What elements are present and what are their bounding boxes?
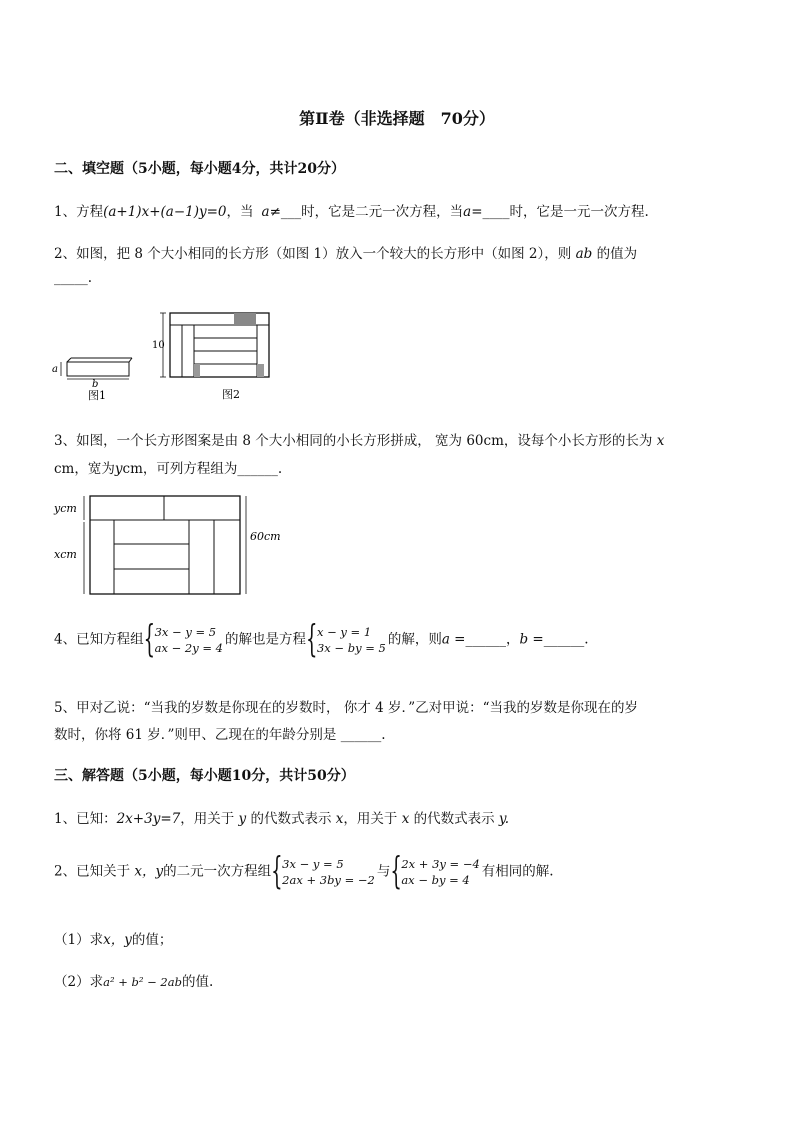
- figure-3: [54, 492, 294, 600]
- question-2-5-line2: 数时，你将 61 岁．”则甲、乙现在的年龄分别是 ______.: [54, 727, 386, 743]
- small-rectangle: [67, 362, 129, 376]
- blank: ____: [482, 204, 510, 220]
- variable: y: [238, 811, 247, 827]
- q-text: 2、已知关于: [54, 863, 131, 880]
- section-heading-fill-in: 二、填空题（5小题，每小题4分，共计20分）: [54, 161, 345, 177]
- question-2-4: [54, 624, 589, 656]
- equation-system-2: { x − y = 1 3x − by = 5: [308, 624, 386, 656]
- q-text: 4、已知方程组: [54, 631, 144, 648]
- label-60cm: 60cm: [250, 530, 281, 543]
- figure-caption: 图1: [88, 389, 106, 402]
- q-text: （1）求: [54, 932, 104, 948]
- a-label: a =: [441, 631, 466, 648]
- q-text: cm，可列方程组为______.: [122, 461, 283, 477]
- question-3-1: [54, 807, 509, 827]
- equation-system-2: { 2x + 3y = −4 ax − by = 4: [392, 856, 479, 888]
- blank: ______.: [543, 631, 589, 648]
- q-text: 的二元一次方程组: [163, 863, 272, 880]
- q-text: 时，它是二元一次方程，当: [301, 204, 464, 220]
- q-text: （2）求: [54, 974, 104, 990]
- equation: 2x+3y=7: [116, 811, 181, 827]
- equation-system-1: { 3x − y = 5 2ax + 3by = −2: [273, 856, 375, 888]
- variable: x: [335, 811, 344, 827]
- b-label: b =: [519, 631, 544, 648]
- q-text: 的值为: [596, 246, 638, 262]
- variables: x，y: [103, 932, 132, 948]
- subquestion-1: [54, 928, 172, 948]
- q-text: 1、方程: [54, 204, 104, 220]
- variables: x，y: [134, 863, 164, 880]
- equation: (a+1)x+(a−1)y=0: [103, 204, 227, 220]
- variable: ab: [575, 246, 593, 262]
- q-text: ，用关于: [180, 811, 235, 827]
- variable: y: [114, 461, 123, 477]
- variable: x: [656, 433, 665, 449]
- figure-caption: 图2: [222, 388, 240, 401]
- label-10: 10: [152, 340, 165, 351]
- subquestion-2: [54, 970, 213, 990]
- question-2-5: 5、甲对乙说：“当我的岁数是你现在的岁数时， 你才 4 岁．”乙对甲说：“当我的岁数是你现在的岁: [54, 700, 639, 716]
- figure-2: [152, 308, 277, 404]
- q-text: 的代数式表示: [413, 811, 495, 827]
- q-text: 时，它是一元一次方程.: [509, 204, 649, 220]
- q-text: ，用关于: [343, 811, 398, 827]
- condition: a=: [463, 204, 483, 220]
- question-2-3: [54, 429, 664, 449]
- q-text: 1、已知：: [54, 811, 117, 827]
- condition: a≠: [261, 204, 281, 220]
- section-heading-solve: 三、解答题（5小题，每小题10分，共计50分）: [54, 768, 355, 784]
- label-a: a: [52, 364, 58, 375]
- variable: y.: [498, 811, 510, 827]
- label-b: b: [92, 379, 99, 390]
- question-2-3-line2: [54, 457, 282, 477]
- label-ycm: ycm: [54, 502, 77, 515]
- question-3-2: [54, 856, 554, 888]
- variable: x: [401, 811, 410, 827]
- q-text: 有相同的解.: [481, 863, 554, 880]
- q-text: 3、如图，一个长方形图案是由 8 个大小相同的小长方形拼成， 宽为 60cm，设每个小长方形的长为: [54, 433, 653, 449]
- q-text: cm，宽为: [54, 461, 115, 477]
- expression: a² + b² − 2ab: [103, 975, 182, 989]
- q-text: 的值.: [181, 974, 214, 990]
- blank: ___: [280, 204, 302, 220]
- q-text: 与: [376, 863, 391, 880]
- question-2-1: [54, 200, 649, 220]
- q-text: 的解，则: [387, 631, 442, 648]
- q-text: 2、如图，把 8 个大小相同的长方形（如图 1）放入一个较大的长方形中（如图 2），则: [54, 246, 572, 262]
- figure-1: [50, 356, 140, 402]
- q-text: 的代数式表示: [250, 811, 332, 827]
- label-xcm: xcm: [54, 548, 77, 561]
- page-title: 第Ⅱ卷（非选择题 70分）: [299, 109, 495, 128]
- q-text: 的解也是方程: [224, 631, 306, 648]
- blank: ______，: [465, 631, 520, 648]
- equation-system-1: { 3x − y = 5 ax − 2y = 4: [146, 624, 223, 656]
- q-text: 的值；: [131, 932, 173, 948]
- answer-blank: _____.: [54, 270, 93, 286]
- q-text: ，当: [226, 204, 254, 220]
- question-2-2: [54, 242, 637, 262]
